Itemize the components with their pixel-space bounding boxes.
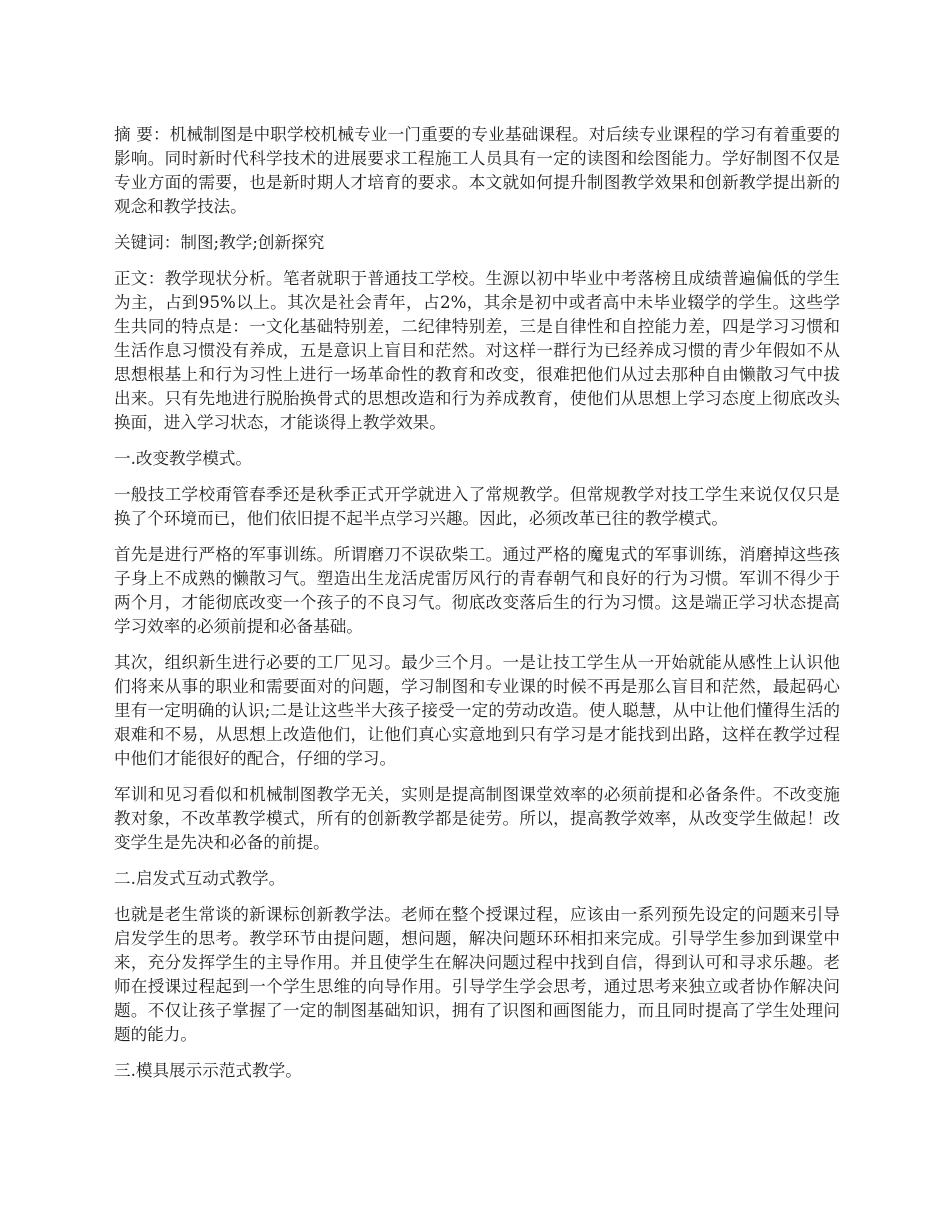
document-page — [114, 123, 840, 1095]
abstract-paragraph: 摘 要：机械制图是中职学校机械专业一门重要的专业基础课程。对后续专业课程的学习有着重要的影响。同时新时代科学技术的进展要求工程施工人员具有一定的读图和绘图能力。学好制图不仅是专业方面的需要，也是新时期人才培育的要求。本文就如何提升制图教学效果和创新教学提出新的观念和教学技法。 — [114, 125, 840, 216]
keywords-paragraph: 关键词：制图;教学;创新探究 — [114, 233, 325, 252]
section-1-paragraph-1: 一般技工学校甭管春季还是秋季正式开学就进入了常规教学。但常规教学对技工学生来说仅仅只是换了个环境而已，他们依旧提不起半点学习兴趣。因此，必须改革已往的教学模式。 — [114, 485, 840, 528]
section-1-paragraph-3: 其次，组织新生进行必要的工厂见习。最少三个月。一是让技工学生从一开始就能从感性上认识他们将来从事的职业和需要面对的问题，学习制图和专业课的时候不再是那么盲目和茫然，最起码心里有一定明确的认识;二是让这些半大孩子接受一定的劳动改造。使人聪慧，从中让他们懂得生活的艰难和不易，从思想上改造他们，让他们真心实意地到只有学习是才能找到出路，这样在教学过程中他们才能很好的配合，仔细的学习。 — [114, 653, 840, 768]
section-3-heading: 三.模具展示示范式教学。 — [114, 1061, 302, 1080]
section-1-paragraph-4: 军训和见习看似和机械制图教学无关，实则是提高制图课堂效率的必须前提和必备条件。不改变施教对象，不改革教学模式，所有的创新教学都是徒劳。所以，提高教学效率，从改变学生做起！改变学生是先决和必备的前提。 — [114, 785, 840, 852]
section-2-heading: 二.启发式互动式教学。 — [114, 869, 286, 888]
section-2-paragraph-1: 也就是老生常谈的新课标创新教学法。老师在整个授课过程，应该由一系列预先设定的问题来引导启发学生的思考。教学环节由提问题，想问题，解决问题环环相扣来完成。引导学生参加到课堂中来，充分发挥学生的主导作用。并且使学生在解决问题过程中找到自信，得到认可和寻求乐趣。老师在授课过程起到一个学生思维的向导作用。引导学生学会思考，通过思考来独立或者协作解决问题。不仅让孩子掌握了一定的制图基础知识，拥有了识图和画图能力，而且同时提高了学生处理问题的能力。 — [114, 905, 840, 1044]
section-1-paragraph-2: 首先是进行严格的军事训练。所谓磨刀不误砍柴工。通过严格的魔鬼式的军事训练，消磨掉这些孩子身上不成熟的懒散习气。塑造出生龙活虎雷厉风行的青春朝气和良好的行为习惯。军训不得少于两个月，才能彻底改变一个孩子的不良习气。彻底改变落后生的行为习惯。这是端正学习状态提高学习效率的必须前提和必备基础。 — [114, 545, 840, 636]
section-1-heading: 一.改变教学模式。 — [114, 449, 253, 468]
body-intro-paragraph: 正文：教学现状分析。笔者就职于普通技工学校。生源以初中毕业中考落榜且成绩普遍偏低的学生为主，占到95%以上。其次是社会青年，占2%，其余是初中或者高中未毕业辍学的学生。这些学生共同的特点是：一文化基础特别差，二纪律特别差，三是自律性和自控能力差，四是学习习惯和生活作息习惯没有养成，五是意识上盲目和茫然。对这样一群行为已经养成习惯的青少年假如不从思想根基上和行为习性上进行一场革命性的教育和改变，很难把他们从过去那种自由懒散习气中拔出来。只有先地进行脱胎换骨式的思想改造和行为养成教育，使他们从思想上学习态度上彻底改头换面，进入学习状态，才能谈得上教学效果。 — [114, 269, 840, 432]
